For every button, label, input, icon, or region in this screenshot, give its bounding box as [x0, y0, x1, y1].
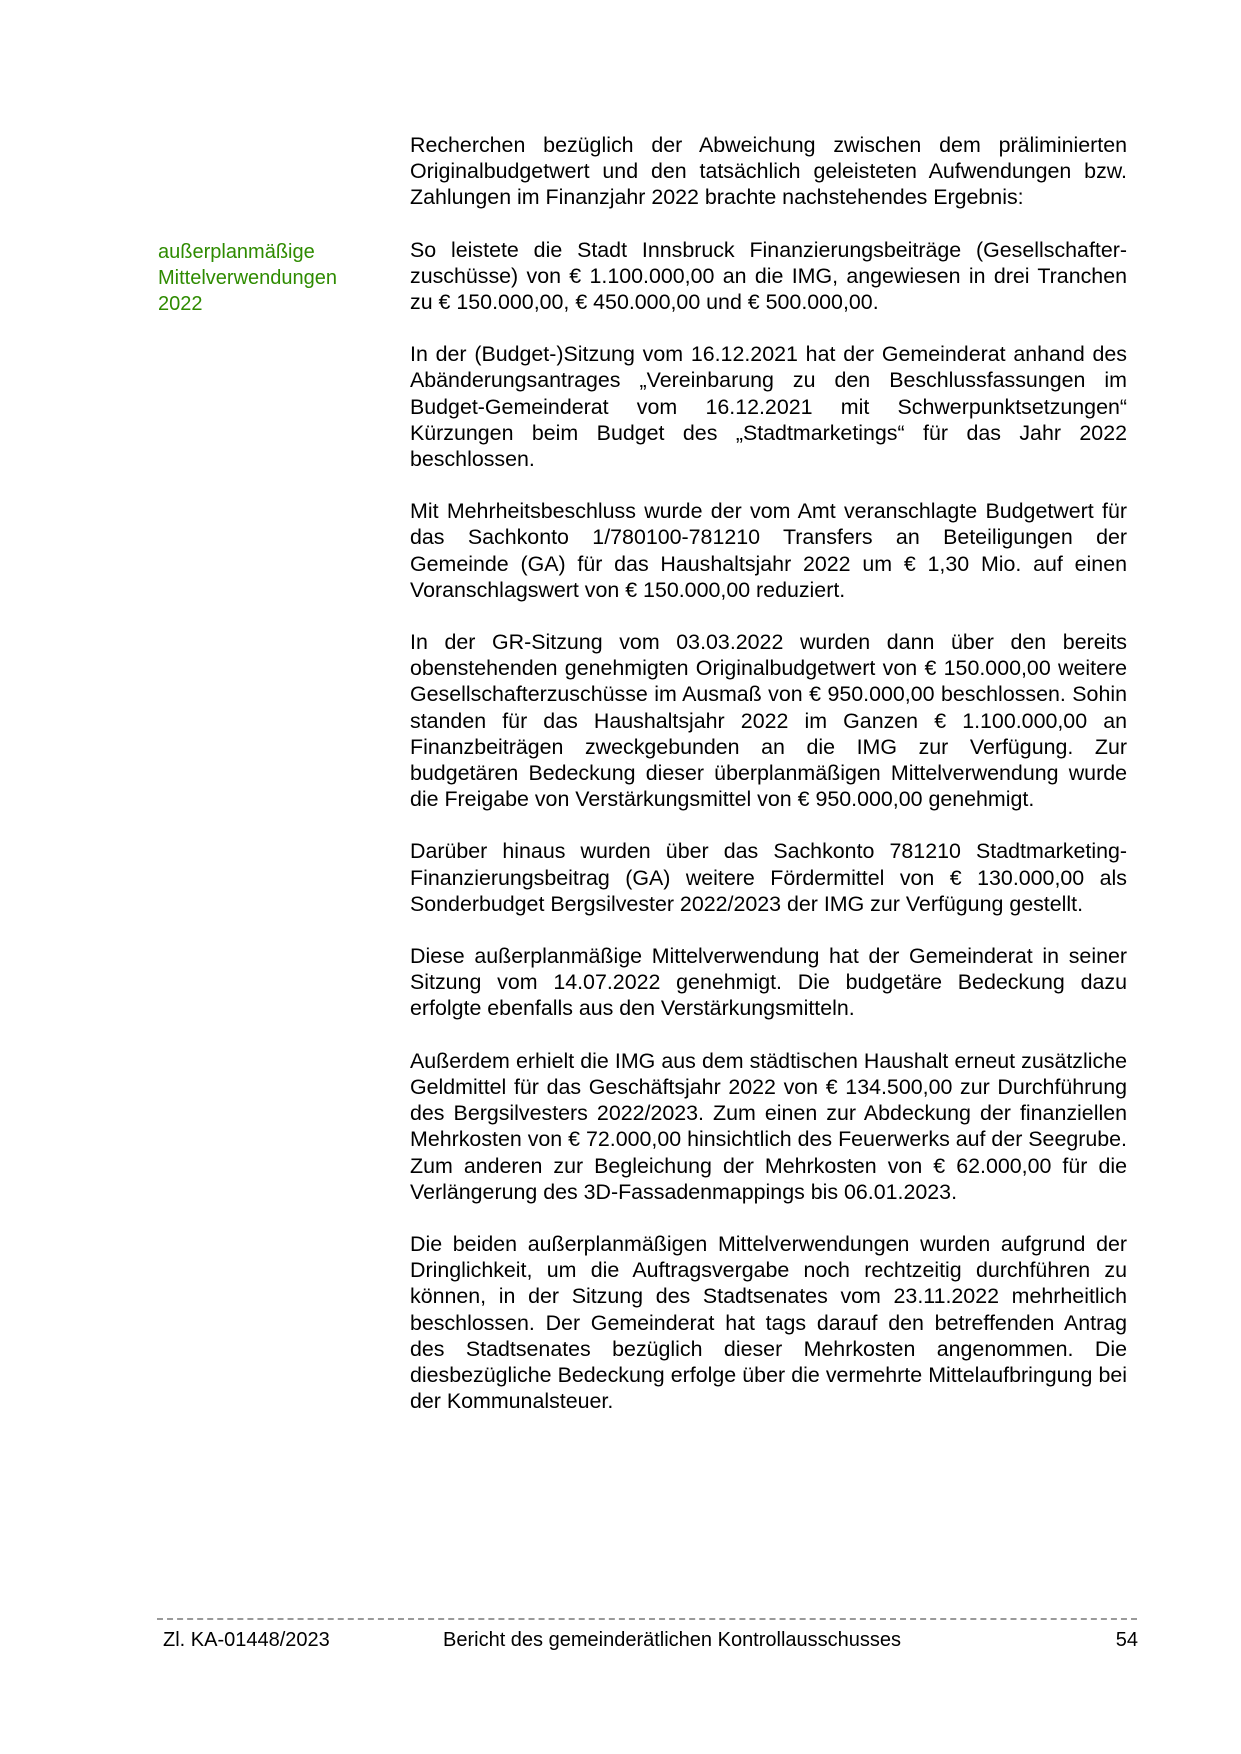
- paragraph-6: Darüber hinaus wurden über das Sachkonto 781210 Stadtmarketing-Finanzierungsbeitrag (GA) weitere Fördermittel von € 130.000,00 als Sonderbudget Bergsilvester 2022/2023 der IMG zur Verfügung gestellt.: [410, 839, 1127, 916]
- paragraph-2: So leistete die Stadt Innsbruck Finanzierungsbeiträge (Gesellschafterzuschüsse) von € 1.100.000,00 an die IMG, angewiesen in drei Tranchen zu € 150.000,00, € 450.000,00 und € 500.000,00.: [410, 237, 1127, 315]
- margin-note-line-3: 2022: [158, 293, 203, 315]
- paragraph-8: Außerdem erhielt die IMG aus dem städtischen Haushalt erneut zusätzliche Geldmittel für das Geschäftsjahr 2022 von € 134.500,00 zur Durchführung des Bergsilvesters 2022/2023. Zum einen zur Abdeckung der finanziellen Mehrkosten von € 72.000,00 hinsichtlich des Feuerwerks auf der Seegrube. Zum anderen zur Begleichung der Mehrkosten von € 62.000,00 für die Verlängerung des 3D-Fassadenmappings bis 06.01.2023.: [410, 1048, 1128, 1204]
- page-number: 54: [1115, 1629, 1138, 1651]
- body-text: [410, 132, 1127, 1440]
- footer-reference: Zl. KA-01448/2023: [163, 1629, 330, 1651]
- footer-title: Bericht des gemeinderätlichen Kontrollausschusses: [443, 1629, 902, 1651]
- paragraph-1: Recherchen bezüglich der Abweichung zwischen dem präliminierten Originalbudgetwert und den tatsächlich geleisteten Aufwendungen bzw. Zahlungen im Finanzjahr 2022 brachte nachstehendes Ergebnis:: [410, 133, 1127, 210]
- paragraph-9: Die beiden außerplanmäßigen Mittelverwendungen wurden aufgrund der Dringlichkeit, um die Auftragsvergabe noch rechtzeitig durchführen zu können, in der Sitzung des Stadtsenates vom 23.11.2022 mehrheitlich beschlossen. Der Gemeinderat hat tags darauf den betreffenden Antrag des Stadtsenates bezüglich dieser Mehrkosten angenommen. Die diesbezügliche Bedeckung erfolge über die vermehrte Mittelaufbringung bei der Kommunalsteuer.: [410, 1231, 1127, 1414]
- margin-note-line-1: außerplanmäßige: [158, 241, 315, 263]
- paragraph-3: In der (Budget-)Sitzung vom 16.12.2021 hat der Gemeinderat anhand des Abänderungsantrages „Vereinbarung zu den Beschlussfassungen im Budget-Gemeinderat vom 16.12.2021 mit Schwerpunktsetzungen“ Kürzungen beim Budget des „Stadtmarketings“ für das Jahr 2022 beschlossen.: [410, 342, 1127, 472]
- paragraph-4: Mit Mehrheitsbeschluss wurde der vom Amt veranschlagte Budgetwert für das Sachkonto 1/780100-781210 Transfers an Beteiligungen der Gemeinde (GA) für das Haushaltsjahr 2022 um € 1,30 Mio. auf einen Voranschlagswert von € 150.000,00 reduziert.: [410, 499, 1127, 602]
- paragraph-7: Diese außerplanmäßige Mittelverwendung hat der Gemeinderat in seiner Sitzung vom 14.07.2022 genehmigt. Die budgetäre Bedeckung dazu erfolgte ebenfalls aus den Verstärkungsmitteln.: [410, 944, 1127, 1021]
- margin-note: [158, 239, 378, 317]
- margin-note-line-2: Mittelverwendungen: [158, 267, 337, 289]
- footer-divider: [157, 1618, 1137, 1620]
- paragraph-5: In der GR-Sitzung vom 03.03.2022 wurden dann über den bereits obenstehenden genehmigten Originalbudgetwert von € 150.000,00 weitere Gesellschafterzuschüsse im Ausmaß von € 950.000,00 beschlossen. Sohin standen für das Haushaltsjahr 2022 im Ganzen € 1.100.000,00 an Finanzbeiträgen zweckgebunden an die IMG zur Verfügung. Zur budgetären Bedeckung dieser überplanmäßigen Mittelverwendung wurde die Freigabe von Verstärkungsmittel von € 950.000,00 genehmigt.: [410, 630, 1127, 812]
